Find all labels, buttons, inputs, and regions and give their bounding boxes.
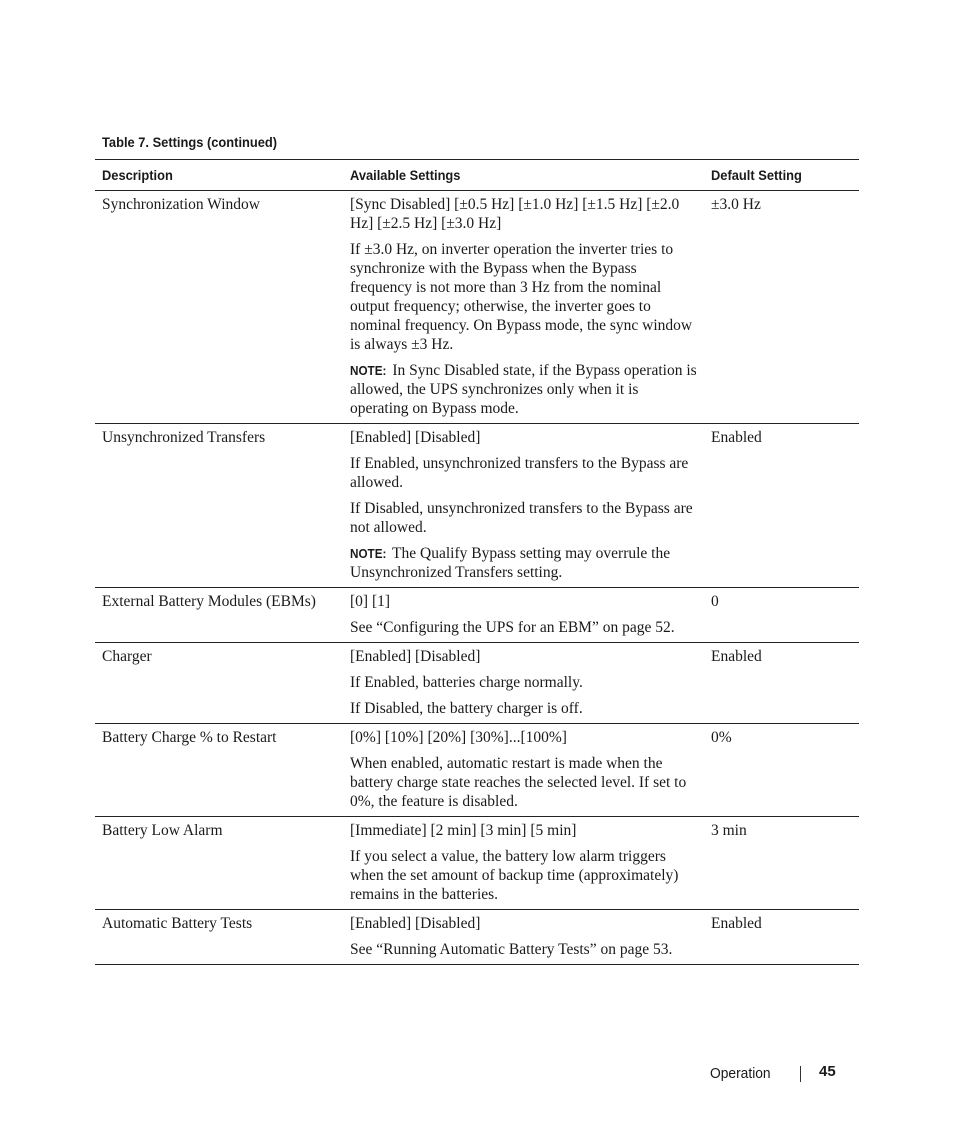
setting-text: If Enabled, batteries charge normally.: [350, 674, 583, 691]
setting-paragraph: [350, 728, 698, 747]
setting-paragraph: [350, 673, 698, 692]
setting-paragraph: [350, 821, 698, 840]
note-paragraph: [350, 361, 698, 418]
default-setting: Enabled: [711, 648, 762, 665]
setting-text: [Enabled] [Disabled]: [350, 429, 481, 446]
table-row: [95, 817, 859, 910]
note-label: NOTE:: [350, 363, 387, 378]
default-setting: Enabled: [711, 429, 762, 446]
default-setting: 3 min: [711, 822, 747, 839]
default-setting: 0%: [711, 729, 732, 746]
setting-text: If Disabled, unsynchronized transfers to the Bypass are not allowed.: [350, 500, 693, 536]
setting-text: [Sync Disabled] [±0.5 Hz] [±1.0 Hz] [±1.5 Hz] [±2.0 Hz] [±2.5 Hz] [±3.0 Hz]: [350, 196, 680, 232]
setting-paragraph: [350, 940, 698, 959]
table-row: [95, 424, 859, 588]
setting-text: If you select a value, the battery low alarm triggers when the set amount of backup time (approximately) remains in the batteries.: [350, 848, 679, 903]
setting-paragraph: [350, 754, 698, 811]
setting-paragraph: [350, 618, 698, 637]
table-row: [95, 643, 859, 724]
table-header-row: [95, 160, 859, 191]
setting-text: [0%] [10%] [20%] [30%]...[100%]: [350, 729, 567, 746]
setting-description: Synchronization Window: [102, 196, 260, 213]
setting-text: When enabled, automatic restart is made when the battery charge state reaches the selected level. If set to 0%, the feature is disabled.: [350, 755, 687, 810]
setting-text: In Sync Disabled state, if the Bypass operation is allowed, the UPS synchronizes only when it is operating on Bypass mode.: [350, 362, 697, 417]
available-settings-cell: [343, 191, 704, 424]
setting-paragraph: [350, 847, 698, 904]
setting-paragraph: [350, 699, 698, 718]
setting-paragraph: [350, 195, 698, 233]
default-setting: Enabled: [711, 915, 762, 932]
available-settings-cell: [343, 588, 704, 643]
available-settings-cell: [343, 643, 704, 724]
setting-description: Automatic Battery Tests: [102, 915, 253, 932]
setting-paragraph: [350, 240, 698, 354]
setting-description: Battery Charge % to Restart: [102, 729, 277, 746]
setting-paragraph: [350, 499, 698, 537]
available-settings-cell: [343, 424, 704, 588]
default-setting: ±3.0 Hz: [711, 196, 761, 213]
footer-section-name: Operation: [710, 1065, 771, 1082]
setting-paragraph: [350, 914, 698, 933]
setting-text: [Enabled] [Disabled]: [350, 648, 481, 665]
table-row: [95, 724, 859, 817]
setting-text: See “Running Automatic Battery Tests” on page 53.: [350, 941, 673, 958]
table-row: [95, 910, 859, 965]
note-label: NOTE:: [350, 546, 387, 561]
column-header-description: Description: [95, 160, 343, 191]
setting-text: If Enabled, unsynchronized transfers to the Bypass are allowed.: [350, 455, 689, 491]
table-row: [95, 191, 859, 424]
table-row: [95, 588, 859, 643]
table-body: [95, 191, 859, 965]
setting-text: See “Configuring the UPS for an EBM” on page 52.: [350, 619, 675, 636]
note-paragraph: [350, 544, 698, 582]
setting-paragraph: [350, 428, 698, 447]
setting-description: Battery Low Alarm: [102, 822, 223, 839]
settings-table: [95, 159, 859, 965]
setting-text: [0] [1]: [350, 593, 391, 610]
page-number: 45: [819, 1063, 836, 1080]
table-caption: Table 7. Settings (continued): [102, 134, 278, 150]
setting-paragraph: [350, 454, 698, 492]
setting-description: External Battery Modules (EBMs): [102, 593, 316, 610]
setting-text: If Disabled, the battery charger is off.: [350, 700, 583, 717]
setting-text: The Qualify Bypass setting may overrule the Unsynchronized Transfers setting.: [350, 545, 671, 581]
setting-text: [Enabled] [Disabled]: [350, 915, 481, 932]
setting-paragraph: [350, 592, 698, 611]
available-settings-cell: [343, 817, 704, 910]
available-settings-cell: [343, 910, 704, 965]
column-header-default-setting: Default Setting: [704, 160, 859, 191]
setting-description: Unsynchronized Transfers: [102, 429, 266, 446]
column-header-available-settings: Available Settings: [343, 160, 704, 191]
available-settings-cell: [343, 724, 704, 817]
setting-text: If ±3.0 Hz, on inverter operation the inverter tries to synchronize with the Bypass when the Bypass frequency is not more than 3 Hz from the nominal output frequency; otherwise, the inverter goes to nominal frequency. On Bypass mode, the sync window is always ±3 Hz.: [350, 241, 693, 353]
setting-text: [Immediate] [2 min] [3 min] [5 min]: [350, 822, 577, 839]
footer-divider: [800, 1066, 801, 1082]
default-setting: 0: [711, 593, 719, 610]
setting-description: Charger: [102, 648, 152, 665]
setting-paragraph: [350, 647, 698, 666]
